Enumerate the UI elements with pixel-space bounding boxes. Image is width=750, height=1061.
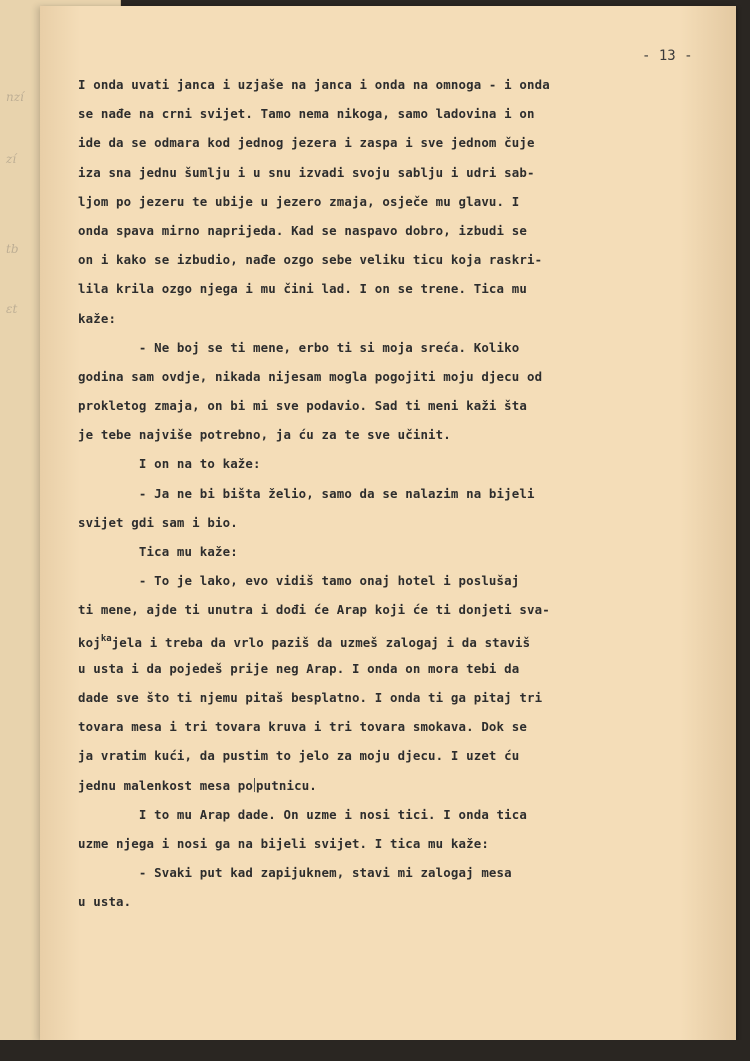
text-line: I onda uvati janca i uzjaše na janca i onda na omnoga - i onda — [78, 77, 550, 92]
text-segment: koj — [78, 634, 101, 650]
text-line: iza sna jednu šumlju i u snu izvadi svoju sablju i udri sab- — [78, 164, 535, 180]
text-line-with-insertion — [78, 625, 678, 654]
inserted-letters: ka — [100, 633, 112, 644]
text-segment: jela i treba da vrlo paziš da uzmeš zalogaj i da staviš — [111, 634, 531, 650]
text-line: - Svaki put kad zapijuknem, stavi mi zalogaj mesa — [78, 865, 512, 881]
text-line: uzme njega i nosi ga na bijeli svijet. I tica mu kaže: — [78, 835, 489, 851]
text-line: - Ne boj se ti mene, erbo ti si moja sreća. Koliko — [78, 339, 520, 355]
text-line: I to mu Arap dade. On uzme i nosi tici. I onda tica — [78, 806, 527, 822]
text-line: godina sam ovdje, nikada nijesam mogla pogojiti moju djecu od — [78, 368, 543, 384]
page-number: - 13 - — [642, 48, 693, 64]
text-line: - To je lako, evo vidiš tamo onaj hotel i poslušaj — [78, 573, 520, 589]
margin-mark: zí — [6, 152, 17, 166]
text-line: kaže: — [78, 310, 117, 326]
text-line: ti mene, ajde ti unutra i dođi će Arap koji će ti donjeti sva- — [78, 602, 550, 618]
text-segment: putnicu. — [256, 777, 317, 793]
text-line: lila krila ozgo njega i mu čini lad. I on se trene. Tica mu — [78, 281, 527, 297]
text-line: u usta. — [78, 894, 132, 910]
margin-mark: nzí — [6, 90, 24, 104]
text-line: onda spava mirno naprijeda. Kad se naspavo dobro, izbudi se — [78, 222, 527, 238]
text-line: svijet gdi sam i bio. — [78, 514, 238, 530]
margin-mark: ɛt — [6, 302, 18, 316]
text-line: ide da se odmara kod jednog jezera i zaspa i sve jednom čuje — [78, 135, 535, 151]
scan-border — [20, 1040, 750, 1061]
text-line: je tebe najviše potrebno, ja ću za te sve učinit. — [78, 427, 451, 443]
text-line: ljom po jezeru te ubije u jezero zmaja, osječe mu glavu. I — [78, 193, 520, 209]
text-line: ja vratim kući, da pustim to jelo za moju djecu. I uzet ću — [78, 748, 520, 764]
margin-mark: tb — [6, 242, 19, 256]
text-line: u usta i da pojedeš prije neg Arap. I onda on mora tebi da — [78, 660, 520, 676]
body-text — [78, 70, 678, 916]
text-line: on i kako se izbudio, nađe ozgo sebe veliku ticu koja raskri- — [78, 252, 543, 268]
text-line: - Ja ne bi bišta želio, samo da se nalazim na bijeli — [78, 485, 535, 501]
text-line: prokletog zmaja, on bi mi sve podavio. Sad ti meni kaži šta — [78, 398, 527, 414]
text-line: tovara mesa i tri tovara kruva i tri tovara smokava. Dok se — [78, 719, 527, 735]
text-line-with-correction — [78, 771, 678, 800]
text-line: I on na to kaže: — [78, 456, 261, 472]
correction-mark — [254, 778, 255, 792]
text-line: dade sve što ti njemu pitaš besplatno. I onda ti ga pitaj tri — [78, 689, 543, 705]
text-line: Tica mu kaže: — [78, 544, 238, 559]
text-line: se nađe na crni svijet. Tamo nema nikoga, samo ladovina i on — [78, 106, 535, 122]
text-segment: jednu malenkost mesa po — [78, 777, 254, 793]
